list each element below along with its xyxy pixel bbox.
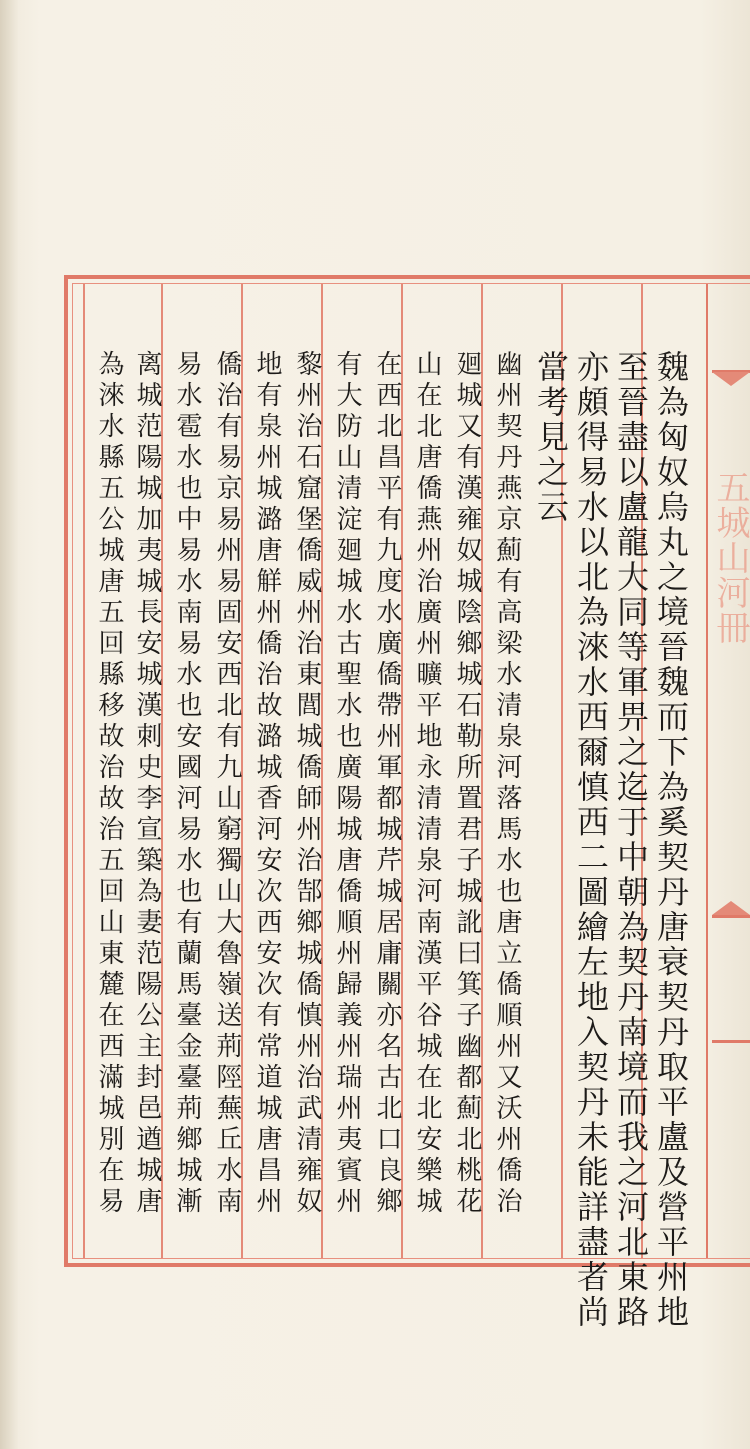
text-column: 為淶水縣五公城唐五回縣移故治故治五回山東麓在西滿城別在易 — [94, 350, 124, 1218]
text-column: 离城范陽城加夷城長安城漢刺史李宣築為妻范陽公主封邑遒城唐 — [132, 350, 162, 1218]
fish-tail-mark — [712, 901, 750, 915]
text-column: 有大防山清淀廻城水古聖水也廣陽城唐僑順州歸義州瑞州夷賓州 — [332, 350, 362, 1218]
text-column: 地有泉州城潞唐觧州僑治故潞城香河安次西安次有常道城唐昌州 — [252, 350, 282, 1218]
fish-tail-mark — [712, 372, 750, 386]
text-column: 易水雹水也中易水南易水也安國河易水也有蘭馬臺金臺荊鄉城漸 — [172, 350, 202, 1218]
text-column: 廻城又有漢雍奴城陰鄉城石勒所置君子城訛曰箕子幽都薊北桃花 — [452, 350, 482, 1218]
text-column: 黎州治石窟堡僑威州治東閭城僑師州治郜鄉城僑慎州治武清雍奴 — [292, 350, 322, 1218]
text-column: 在西北昌平有九度水廣僑帶州軍都城芹城居庸關亦名古北口良鄉 — [372, 350, 402, 1218]
fish-tail-mark — [712, 915, 750, 918]
text-column: 山在北唐僑燕州治廣州曠平地永清清泉河南漢平谷城在北安樂城 — [412, 350, 442, 1218]
banxin-strip — [706, 284, 750, 1258]
text-column: 當考見之云 — [532, 350, 570, 525]
text-column: 至晉盡以盧龍大同等軍畀之迄于中朝為契丹南境而我之河北東路 — [612, 350, 650, 1330]
text-column: 亦頗得易水以北為淶水西爾慎西二圖繪左地入契丹未能詳盡者尚 — [572, 350, 610, 1330]
banxin-title: 五城山河冊 — [710, 470, 750, 645]
text-column: 幽州契丹燕京薊有高梁水清泉河落馬水也唐立僑順州又沃州僑治 — [492, 350, 522, 1218]
text-column: 魏為匈奴烏丸之境晉魏而下為奚契丹唐衰契丹取平盧及營平州地 — [652, 350, 690, 1330]
fish-tail-mark — [712, 1040, 750, 1043]
text-column: 僑治有易京易州易固安西北有九山窮獨山大魯嶺送荊陘蕪丘水南 — [212, 350, 242, 1218]
binding-gutter — [0, 0, 18, 1449]
